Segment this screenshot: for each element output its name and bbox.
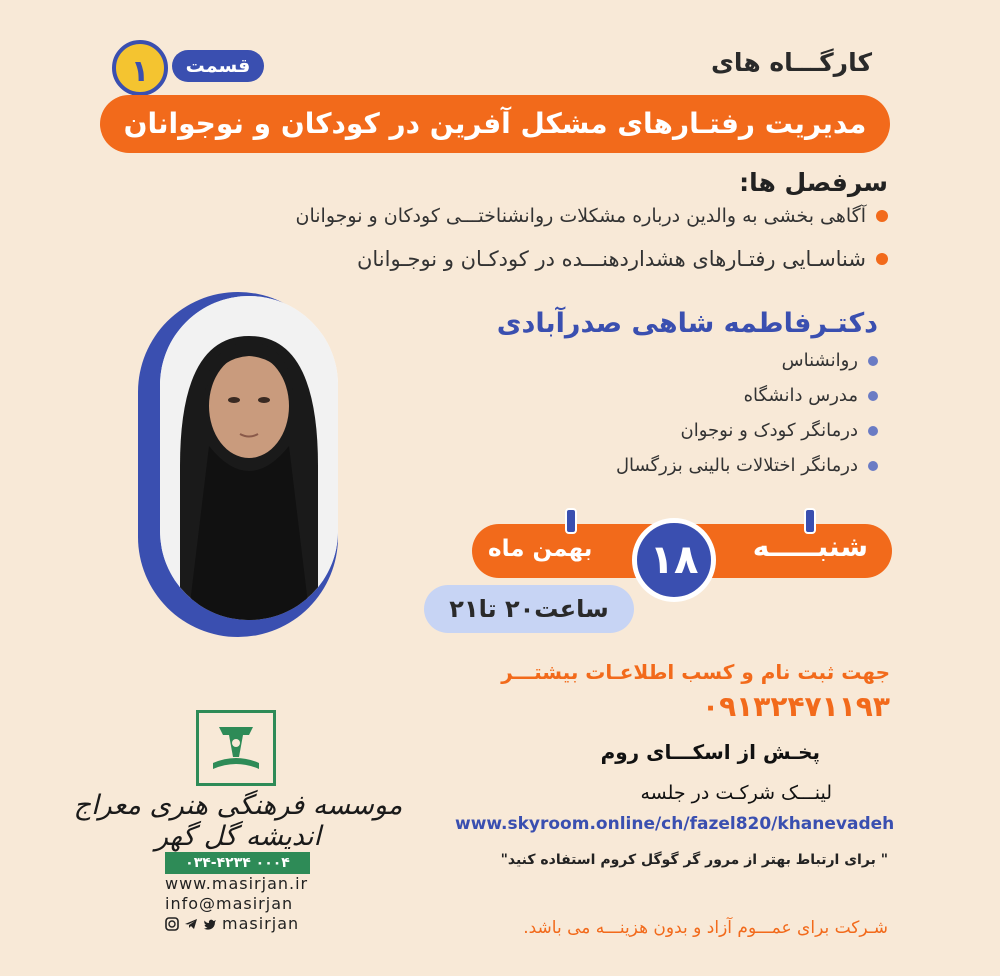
topic-text: شناسـایی رفتـارهای هشداردهنـــده در کودکـان و نوجـوانان [356,247,866,271]
institute-website[interactable]: www.masirjan.ir [165,874,309,893]
institute-name: موسسه فرهنگی هنری معراج اندیشه گل گهر [73,790,403,852]
workshop-title: مدیریت رفتـارهای مشکل آفرین در کودکان و نوجوانان [100,95,890,153]
bullet-icon [868,461,878,471]
link-label: لینـــک شرکـت در جلسه [640,782,832,804]
browser-note: " برای ارتباط بهتر از مرور گر گوگل کروم استفاده کنید" [500,852,888,868]
twitter-icon[interactable] [203,917,217,931]
time-range: ساعت۲۰ تا۲۱ [424,585,634,633]
part-badge: قسمت [172,50,264,82]
speaker-name: دکتـرفاطمه شاهی صدرآبادی [496,308,878,339]
institute-phone[interactable]: ۰۳۴-۴۲۳۴ ۰۰۰۴ [165,852,310,874]
registration-phone[interactable]: ۰۹۱۳۲۴۷۱۱۹۳ [702,690,890,723]
speaker-photo [160,296,338,620]
credential-item [680,420,878,441]
calendar-ring-icon [565,508,577,534]
social-handle[interactable]: masirjan [222,914,300,933]
month-label: بهمن ماه [488,536,593,562]
platform-label: پخـش از اسکـــای روم [600,740,820,764]
credential-text: درمانگر اختلالات بالینی بزرگسال [615,455,858,476]
topic-text: آگاهی بخشی به والدین درباره مشکلات روانشناختـــی کودکان و نوجوانان [295,205,866,227]
institute-logo [196,710,276,786]
instagram-icon[interactable] [165,917,179,931]
topic-item [296,205,888,227]
bullet-icon [876,253,888,265]
telegram-icon[interactable] [184,917,198,931]
day-number: ۱۸ [632,518,716,602]
free-note: شـرکت برای عمـــوم آزاد و بدون هزینـــه می باشد. [523,918,888,938]
day-of-week: شنبـــــه [752,530,868,563]
registration-text: جهت ثبت نام و کسب اطلاعـات بیشتـــر [501,660,890,684]
session-link[interactable]: www.skyroom.online/ch/fazel820/khanevadeh [455,814,895,834]
credential-item [744,385,878,406]
social-links [165,914,299,933]
bullet-icon [876,210,888,222]
part-number: ۱ [112,40,168,96]
credential-item [616,455,878,476]
credential-text: روانشناس [781,350,858,371]
institute-email[interactable]: info@masirjan [165,894,294,913]
credential-text: مدرس دانشگاه [743,385,858,406]
credential-text: درمانگر کودک و نوجوان [680,420,858,441]
credential-item [782,350,878,371]
topic-item [357,247,888,271]
logo-emblem-icon [199,713,273,783]
bullet-icon [868,356,878,366]
bullet-icon [868,391,878,401]
bullet-icon [868,426,878,436]
topics-title: سرفصل ها: [739,168,888,197]
workshop-prefix: کارگـــاه های [711,48,872,77]
